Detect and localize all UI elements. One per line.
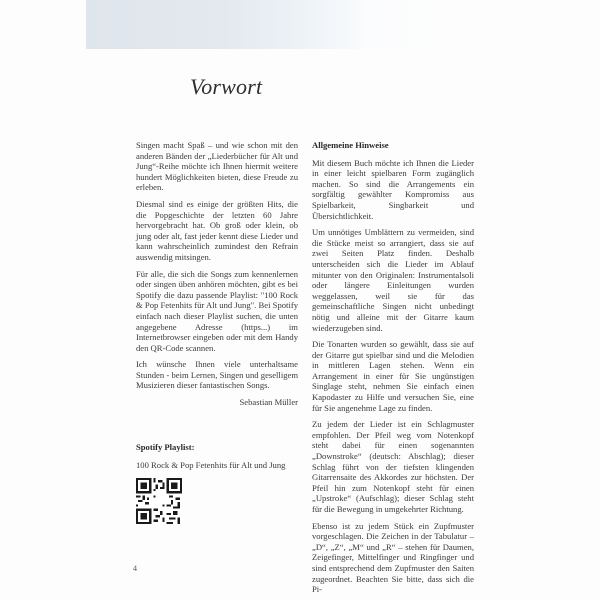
paragraph: Zu jedem der Lieder ist ein Schlagmuster empfohlen. Der Pfeil weg vom Notenkopf steht dabei für einen sogenannten „Downstroke“ (deutsch: Abschlag); dieser Schlag führt von der tiefsten klingenden Gitarrensaite des Akkordes zur höchsten. Der Pfeil hin zum Notenkopf steht für einen „Upstroke“ (Aufschlag); dieser Schlag steht für die Bewegung in umgekehrter Richtung.	[312, 419, 474, 514]
paragraph: Singen macht Spaß – und wie schon mit den anderen Bänden der „Liederbücher für Alt und Jung“-Reihe möchte ich Ihnen hiermit weitere hundert Möglichkeiten bieten, diese Freude zu erleben.	[136, 140, 298, 193]
qr-code-icon[interactable]	[136, 478, 182, 524]
header-color-band	[86, 0, 486, 49]
page-title: Vorwort	[190, 74, 263, 99]
page-number: 4	[133, 564, 137, 573]
paragraph: Ebenso ist zu jedem Stück ein Zupfmuster vorgeschlagen. Die Zeichen in der Tabulatur – „D“, „Z“, „M“ und „R“ – stehen für Daumen, Zeigefinger, Mittelfinger und Ringfinger und sind entsprechend dem Zupfmuster den Saiten zugeordnet. Beachten Sie bitte, dass sich die Pi-	[312, 520, 474, 595]
spotify-playlist-block	[136, 433, 306, 524]
paragraph: Um unnötiges Umblättern zu vermeiden, sind die Stücke meist so arrangiert, dass sie auf zwei Seiten Platz finden. Deshalb unterscheiden sich die Lieder im Ablauf mitunter von den Originalen: Instrumentalsoli oder längere Einleitungen wurden weggelassen, weil sie für das gemeinschaftliche Singen nicht unbedingt nötig und alleine mit der Gitarre kaum wiederzugeben sind.	[312, 227, 474, 333]
section-heading: Allgemeine Hinweise	[312, 140, 389, 150]
right-column	[312, 140, 474, 601]
paragraph: Für alle, die sich die Songs zum kennenlernen oder singen üben anhören möchten, gibt es bei Spotify die dazu passende Playlist: "100 Rock & Pop Fetenhits für Alt und Jung". Bei Spotify einfach nach dieser Playlist suchen, die unten angegebene Adresse (https...) im Internetbrowser eingeben oder mit dem Handy den QR-Code scannen.	[136, 268, 298, 353]
signature: Sebastian Müller	[239, 397, 298, 408]
spotify-heading: Spotify Playlist:	[136, 441, 195, 452]
paragraph: Diesmal sind es einige der größten Hits, die die Popgeschichte der letzten 60 Jahre hervorgebracht hat. Ob groß oder klein, ob jung oder alt, fast jeder kennt diese Lieder und kann wahrscheinlich zumindest den Refrain auswendig mitsingen.	[136, 198, 298, 262]
left-column	[136, 140, 298, 414]
paragraph: Mit diesem Buch möchte ich Ihnen die Lieder in einer leicht spielbaren Form zugänglich machen. So sind die Arrangements ein sorgfältig gewählter Kompromiss aus Spielbarkeit, Singbarkeit und Übersichtlichkeit.	[312, 157, 474, 221]
paragraph: Ich wünsche Ihnen viele unterhaltsame Stunden - beim Lernen, Singen und geselligem Musizieren dieser fantastischen Songs.	[136, 359, 298, 391]
playlist-name: 100 Rock & Pop Fetenhits für Alt und Jung	[136, 460, 286, 471]
paragraph: Die Tonarten wurden so gewählt, dass sie auf der Gitarre gut spielbar sind und die Melodien in mittleren Lagen stehen. Wenn ein Arrangement in einer für Sie ungünstigen Singlage steht, nehmen Sie einfach einen Kapodaster zu Hilfe und versuchen Sie, eine für Sie angenehme Lage zu finden.	[312, 339, 474, 413]
